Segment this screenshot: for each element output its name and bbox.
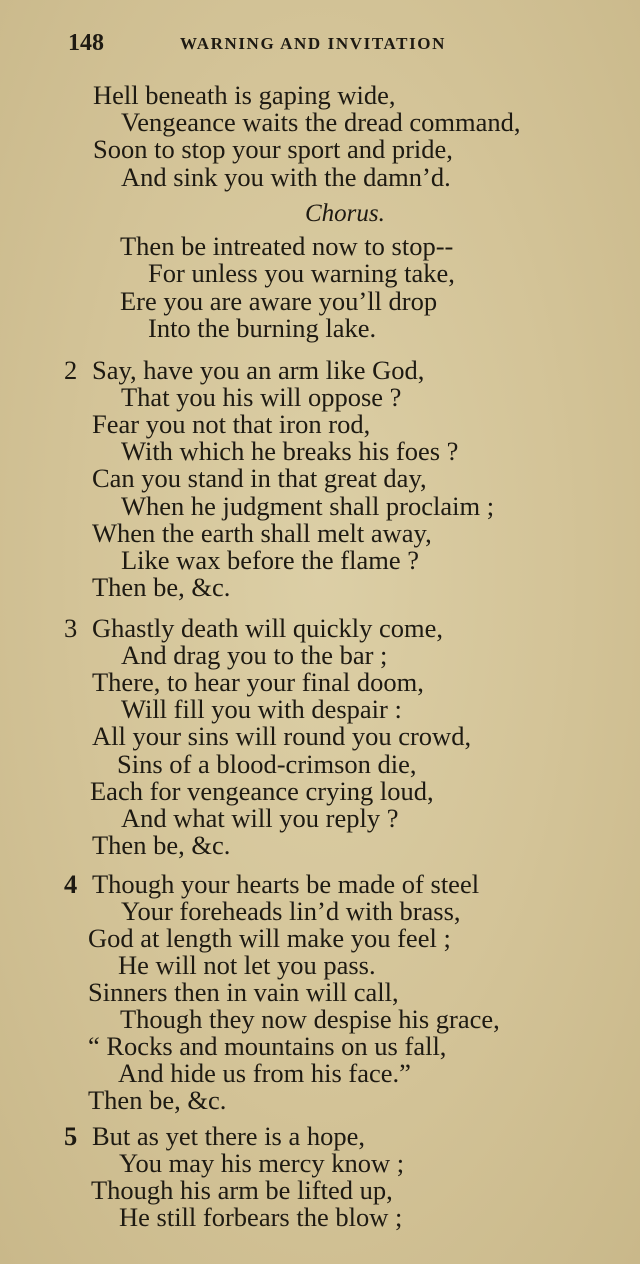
verse-4-line: God at length will make you feel ; (88, 923, 451, 953)
verse-2-line: 2 Say, have you an arm like God, (64, 355, 425, 385)
verse-2-line: When he judgment shall proclaim ; (121, 491, 495, 521)
verse-3-line: Sins of a blood-crimson die, (117, 749, 417, 779)
page-header (68, 30, 640, 64)
verse-4-refrain: Then be, &c. (88, 1085, 227, 1115)
verse-2-line: With which he breaks his foes ? (121, 436, 459, 466)
chorus-line: Ere you are aware you’ll drop (120, 286, 438, 316)
verse-3-line: All your sins will round you crowd, (92, 721, 472, 751)
verse-2-refrain: Then be, &c. (92, 572, 231, 602)
page-number: 148 (68, 30, 104, 56)
verse-3-line: Will fill you with despair : (121, 694, 402, 724)
verse-number: 2 (64, 355, 78, 385)
intro-line: Hell beneath is gaping wide, (93, 80, 396, 110)
chorus-line: For unless you warning take, (148, 258, 455, 288)
verse-4-line: 4 Though your hearts be made of steel (64, 869, 480, 899)
verse-5-line: He still forbears the blow ; (119, 1202, 403, 1232)
verse-4-line: Your foreheads lin’d with brass, (121, 896, 461, 926)
verse-3-line: 3 Ghastly death will quickly come, (64, 613, 444, 643)
verse-4-line: He will not let you pass. (118, 950, 376, 980)
verse-number: 3 (64, 613, 78, 643)
verse-3-line: There, to hear your final doom, (92, 667, 424, 697)
verse-2-line: When the earth shall melt away, (92, 518, 432, 548)
chorus-heading: Chorus. (305, 200, 385, 227)
verse-3-line: Each for vengeance crying loud, (90, 776, 434, 806)
chorus-line: Into the burning lake. (148, 313, 377, 343)
verse-5-line: Though his arm be lifted up, (91, 1175, 393, 1205)
verse-3-line: And what will you reply ? (121, 803, 399, 833)
verse-2-line: Fear you not that iron rod, (92, 409, 371, 439)
verse-4-line: And hide us from his face.” (118, 1058, 411, 1088)
verse-4-line: “ Rocks and mountains on us fall, (88, 1031, 447, 1061)
verse-2-line: Like wax before the flame ? (121, 545, 419, 575)
verse-number: 4 (64, 869, 78, 899)
verse-5-line: 5 But as yet there is a hope, (64, 1121, 366, 1151)
running-title: WARNING AND INVITATION (180, 34, 446, 53)
verse-4-line: Though they now despise his grace, (120, 1004, 500, 1034)
verse-2-line: That you his will oppose ? (121, 382, 402, 412)
verse-2-line: Can you stand in that great day, (92, 463, 427, 493)
intro-line: Soon to stop your sport and pride, (93, 134, 453, 164)
intro-line: And sink you with the damn’d. (121, 162, 451, 192)
verse-3-line: And drag you to the bar ; (121, 640, 388, 670)
intro-line: Vengeance waits the dread command, (121, 107, 521, 137)
verse-number: 5 (64, 1121, 78, 1151)
verse-5-line: You may his mercy know ; (119, 1148, 405, 1178)
chorus-line: Then be intreated now to stop-- (120, 231, 454, 261)
verse-4-line: Sinners then in vain will call, (88, 977, 399, 1007)
verse-3-refrain: Then be, &c. (92, 830, 231, 860)
